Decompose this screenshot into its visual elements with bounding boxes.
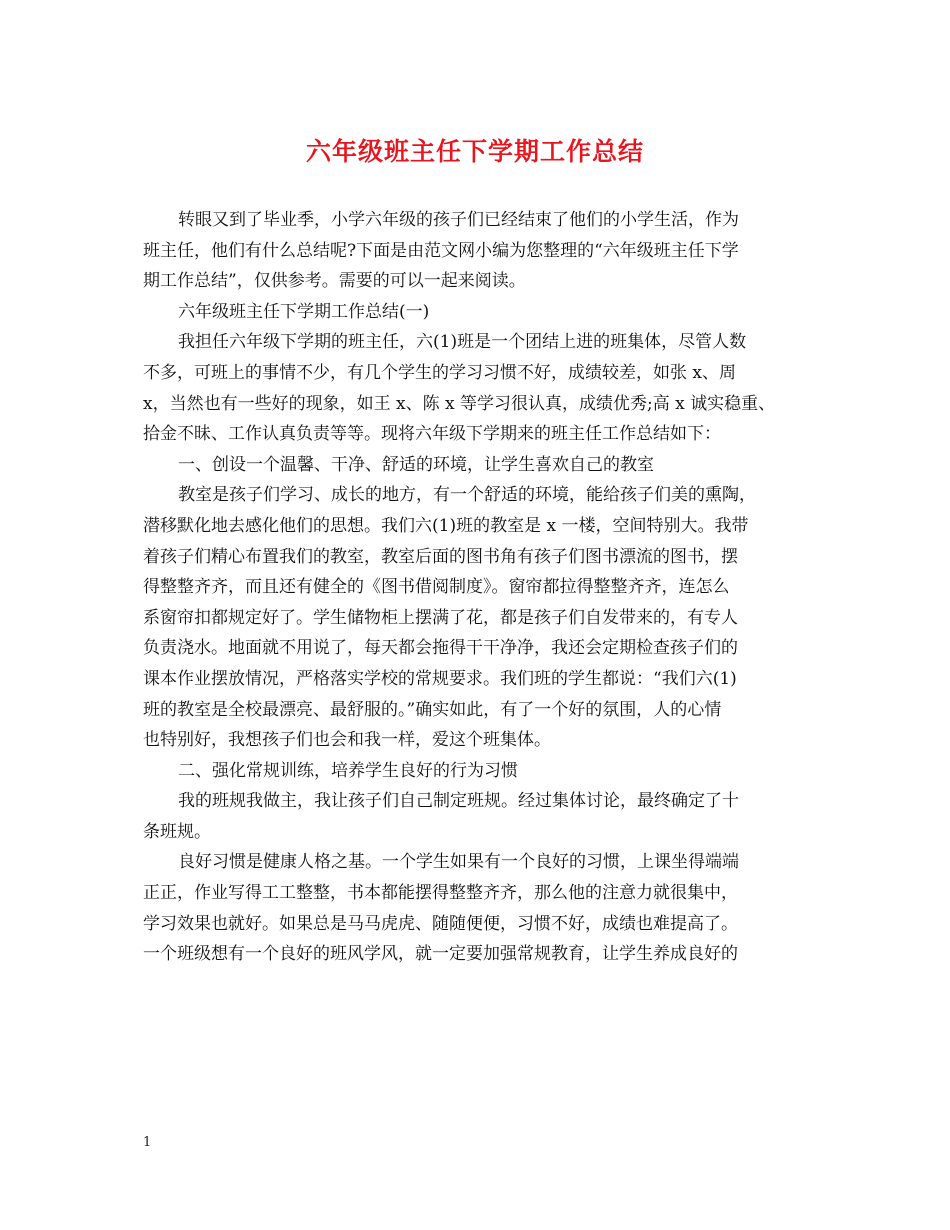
body-line: 转眼又到了毕业季，小学六年级的孩子们已经结束了他们的小学生活，作为 [178, 210, 739, 230]
body-line: 期工作总结”，仅供参考。需要的可以一起来阅读。 [143, 271, 526, 292]
body-line: 不多，可班上的事情不少，有几个学生的学习习惯不好，成绩较差，如张 x、周 [143, 362, 736, 383]
body-line: 六年级班主任下学期工作总结(一) [178, 301, 430, 322]
body-line: 一、创设一个温馨、干净、舒适的环境，让学生喜欢自己的教室 [178, 454, 654, 475]
body-line: 条班规。 [143, 821, 211, 842]
body-line: 也特别好，我想孩子们也会和我一样，爱这个班集体。 [143, 730, 551, 751]
body-line: 班的教室是全校最漂亮、最舒服的。”确实如此，有了一个好的氛围，人的心情 [143, 699, 722, 720]
body-line: 二、强化常规训练，培养学生良好的行为习惯 [178, 760, 518, 781]
body-line: 教室是孩子们学习、成长的地方，有一个舒适的环境，能给孩子们美的熏陶， [178, 485, 756, 506]
body-line: 得整整齐齐，而且还有健全的《图书借阅制度》。窗帘都拉得整整齐齐，连怎么 [143, 577, 730, 598]
body-line: 拾金不昧、工作认真负责等等。现将六年级下学期来的班主任工作总结如下： [143, 424, 721, 445]
body-line: 班主任，他们有什么总结呢?下面是由范文网小编为您整理的“六年级班主任下学 [143, 240, 739, 261]
body-line: 一个班级想有一个良好的班风学风，就一定要加强常规教育，让学生养成良好的 [143, 944, 738, 965]
document-title: 六年级班主任下学期工作总结 [305, 137, 644, 166]
body-line: 系窗帘扣都规定好了。学生储物柜上摆满了花，都是孩子们自发带来的，有专人 [143, 607, 738, 628]
document-body [143, 205, 813, 970]
body-line: 课本作业摆放情况，严格落实学校的常规要求。我们班的学生都说：“我们六(1) [143, 668, 737, 689]
page-number: 1 [143, 1135, 152, 1150]
body-line: 负责浇水。地面就不用说了，每天都会拖得干干净净，我还会定期检查孩子们的 [143, 638, 738, 659]
body-line: 正正，作业写得工工整整，书本都能摆得整整齐齐，那么他的注意力就很集中， [143, 883, 738, 904]
body-line: 良好习惯是健康人格之基。一个学生如果有一个良好的习惯，上课坐得端端 [178, 852, 739, 873]
body-line: 我担任六年级下学期的班主任，六(1)班是一个团结上进的班集体，尽管人数 [178, 332, 747, 353]
body-line: 潜移默化地去感化他们的思想。我们六(1)班的教室是 x 一楼，空间特别大。我带 [143, 515, 749, 536]
body-line: x，当然也有一些好的现象，如王 x、陈 x 等学习很认真，成绩优秀;高 x 诚实稳重、 [143, 393, 776, 414]
body-line: 学习效果也就好。如果总是马马虎虎、随随便便，习惯不好，成绩也难提高了。 [143, 913, 738, 934]
body-line: 我的班规我做主，我让孩子们自己制定班规。经过集体讨论，最终确定了十 [178, 791, 739, 812]
body-line: 着孩子们精心布置我们的教室，教室后面的图书角有孩子们图书漂流的图书，摆 [143, 546, 738, 567]
